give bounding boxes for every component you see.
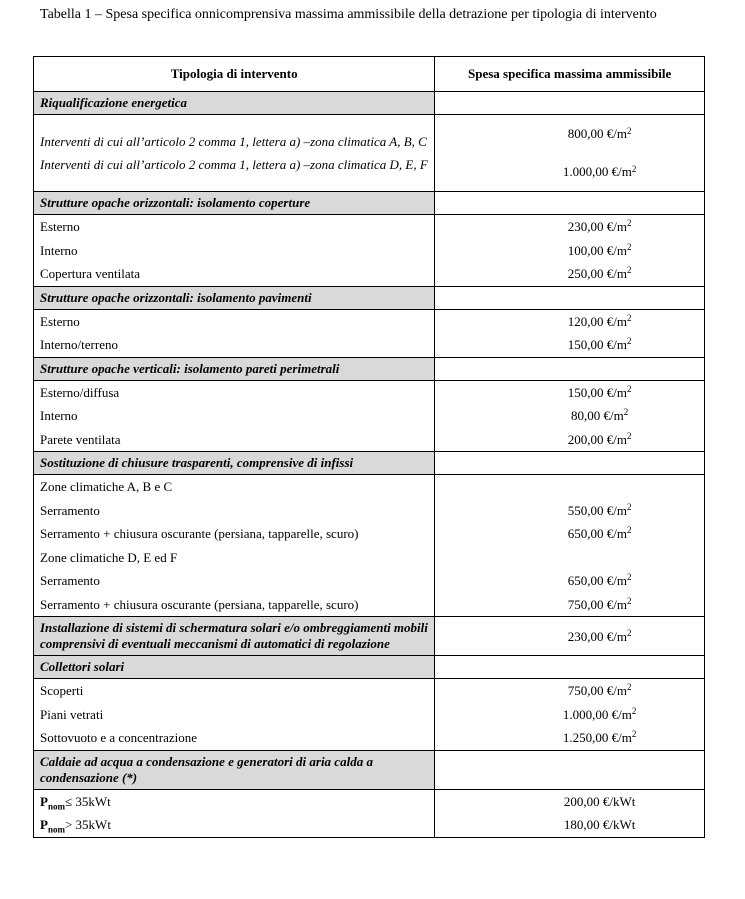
row-label: Interventi di cui all’articolo 2 comma 1, lettera a) –zona climatica A, B, C — [40, 134, 427, 149]
labels-cell — [34, 679, 435, 751]
section-body-row — [34, 789, 705, 837]
section-title: Strutture opache orizzontali: isolamento pavimenti — [34, 286, 435, 309]
unit-superscript: 2 — [631, 705, 637, 716]
unit-superscript: 2 — [623, 407, 629, 417]
section-title: Strutture opache verticali: isolamento pareti perimetrali — [34, 357, 435, 380]
row-label: Piani vetrati — [40, 706, 104, 722]
row-value — [435, 679, 704, 703]
row-value — [435, 499, 704, 523]
power-symbol: P — [40, 817, 48, 832]
row-value — [435, 262, 704, 286]
row-value — [435, 569, 704, 593]
section-header-row — [34, 286, 705, 309]
power-symbol: P — [40, 793, 48, 809]
values-cell — [435, 215, 705, 287]
value-text: 250,00 €/m — [567, 266, 627, 281]
value-text: 200,00 €/kWt — [563, 793, 636, 809]
section-body-row — [34, 475, 705, 617]
unit-superscript: 2 — [627, 265, 632, 275]
value-text: 230,00 €/m — [567, 628, 627, 644]
row-value — [435, 428, 704, 452]
section-title: Sostituzione di chiusure trasparenti, comprensive di infissi — [34, 452, 435, 475]
values-cell — [435, 679, 705, 751]
row-label: Serramento + chiusura oscurante (persiana, tapparelle, scuro) — [40, 526, 359, 541]
unit-superscript: 2 — [627, 383, 632, 394]
value-text: 1.250,00 €/m — [562, 730, 632, 745]
labels-cell — [34, 215, 435, 287]
row-value — [435, 239, 704, 263]
header-tipologia: Tipologia di intervento — [34, 57, 435, 92]
row-value — [435, 790, 704, 814]
section-header-row — [34, 617, 705, 656]
row-label: Scoperti — [40, 683, 84, 698]
section-header-row — [34, 192, 705, 215]
row-value — [435, 404, 704, 428]
row-label: Esterno/diffusa — [40, 384, 120, 400]
row-value — [435, 333, 704, 357]
unit-superscript: 2 — [627, 430, 632, 441]
unit-superscript: 2 — [631, 729, 637, 739]
row-value — [435, 153, 704, 191]
section-header-row — [34, 452, 705, 475]
unit-superscript: 2 — [627, 218, 632, 228]
value-text: 200,00 €/m — [567, 431, 627, 447]
values-cell — [435, 380, 705, 452]
row-label — [34, 790, 434, 814]
row-value — [435, 593, 704, 617]
unit-superscript: 2 — [627, 241, 632, 252]
unit-superscript: 2 — [627, 525, 632, 535]
section-value-cell — [435, 617, 705, 656]
power-condition: > 35kWt — [64, 817, 111, 832]
row-label: Interno — [40, 242, 78, 258]
value-text: 100,00 €/m — [567, 242, 627, 258]
section-title: Riqualificazione energetica — [34, 92, 435, 115]
section-value-cell — [435, 357, 705, 380]
power-condition: ≤ 35kWt — [64, 793, 111, 809]
unit-superscript: 2 — [627, 682, 632, 692]
row-label: Interventi di cui all’articolo 2 comma 1, lettera a) –zona climatica D, E, F — [40, 157, 428, 172]
section-value-cell — [435, 452, 705, 475]
section-body-row — [34, 380, 705, 452]
header-spesa: Spesa specifica massima ammissibile — [435, 57, 705, 92]
row-value — [435, 475, 704, 499]
row-value — [435, 703, 704, 727]
section-value-cell — [435, 192, 705, 215]
value-text: 1.000,00 €/m — [562, 706, 632, 722]
power-subscript: nom — [47, 824, 65, 835]
unit-superscript: 2 — [627, 312, 632, 323]
section-value-cell — [435, 286, 705, 309]
section-header-row — [34, 92, 705, 115]
section-body-row — [34, 215, 705, 287]
unit-superscript: 2 — [627, 595, 632, 606]
row-value — [435, 546, 704, 570]
value-text: 650,00 €/m — [567, 573, 627, 588]
row-value — [435, 381, 704, 405]
row-label: Sottovuoto e a concentrazione — [40, 730, 198, 745]
section-value-cell — [435, 92, 705, 115]
value-text: 650,00 €/m — [567, 526, 627, 541]
unit-superscript: 2 — [627, 572, 632, 582]
row-value — [435, 115, 704, 153]
value-text: 750,00 €/m — [567, 683, 627, 698]
section-header-row — [34, 750, 705, 789]
value-text: 550,00 €/m — [567, 502, 627, 518]
row-label: Interno — [40, 408, 78, 423]
labels-cell — [34, 789, 435, 837]
value-text: 800,00 €/m — [567, 126, 627, 141]
unit-superscript: 2 — [627, 627, 632, 638]
labels-cell — [34, 380, 435, 452]
values-cell — [435, 309, 705, 357]
row-value — [435, 522, 704, 546]
row-value — [435, 310, 704, 334]
row-label: Zone climatiche A, B e C — [40, 479, 173, 494]
section-value-cell — [435, 656, 705, 679]
table-header-row — [34, 57, 705, 92]
row-label: Serramento — [40, 502, 100, 518]
value-text: 120,00 €/m — [567, 313, 627, 329]
row-label: Esterno — [40, 313, 80, 329]
value-text: 150,00 €/m — [567, 384, 627, 400]
spending-table — [33, 56, 705, 838]
section-value-cell — [435, 750, 705, 789]
row-label: Copertura ventilata — [40, 266, 140, 281]
value-text: 1.000,00 €/m — [562, 164, 632, 179]
unit-superscript: 2 — [627, 336, 632, 346]
value-text: 750,00 €/m — [567, 596, 627, 612]
row-label: Parete ventilata — [40, 431, 121, 447]
row-label: Serramento + chiusura oscurante (persiana, tapparelle, scuro) — [40, 596, 359, 612]
unit-superscript: 2 — [627, 126, 632, 136]
values-cell — [435, 115, 705, 192]
table-caption: Tabella 1 – Spesa specifica onnicomprensiva massima ammissibile della detrazione per tipologia di intervento — [40, 7, 657, 22]
value-text: 180,00 €/kWt — [563, 817, 636, 832]
section-body-row — [34, 679, 705, 751]
power-subscript: nom — [47, 801, 65, 812]
values-cell — [435, 789, 705, 837]
unit-superscript: 2 — [631, 164, 637, 174]
labels-cell — [34, 475, 435, 617]
row-label — [34, 813, 434, 837]
row-label: Esterno — [40, 219, 80, 234]
row-label: Serramento — [40, 573, 100, 588]
section-header-row — [34, 656, 705, 679]
value-text: 230,00 €/m — [567, 219, 627, 234]
row-value — [435, 726, 704, 750]
section-body-row — [34, 309, 705, 357]
section-value — [435, 618, 704, 655]
labels-cell — [34, 115, 435, 192]
section-title: Collettori solari — [34, 656, 435, 679]
section-title: Installazione di sistemi di schermatura solari e/o ombreggiamenti mobili comprensivi di eventuali meccanismi di automatici di regolazione — [34, 617, 435, 656]
unit-superscript: 2 — [627, 501, 632, 512]
section-body-row — [34, 115, 705, 192]
value-text: 150,00 €/m — [567, 337, 627, 352]
section-title: Strutture opache orizzontali: isolamento coperture — [34, 192, 435, 215]
row-value — [435, 215, 704, 239]
section-title: Caldaie ad acqua a condensazione e generatori di aria calda a condensazione (*) — [34, 750, 435, 789]
labels-cell — [34, 309, 435, 357]
section-header-row — [34, 357, 705, 380]
values-cell — [435, 475, 705, 617]
row-label: Interno/terreno — [40, 337, 118, 352]
row-label: Zone climatiche D, E ed F — [40, 549, 178, 565]
value-text: 80,00 €/m — [571, 408, 624, 423]
row-value — [435, 813, 704, 837]
